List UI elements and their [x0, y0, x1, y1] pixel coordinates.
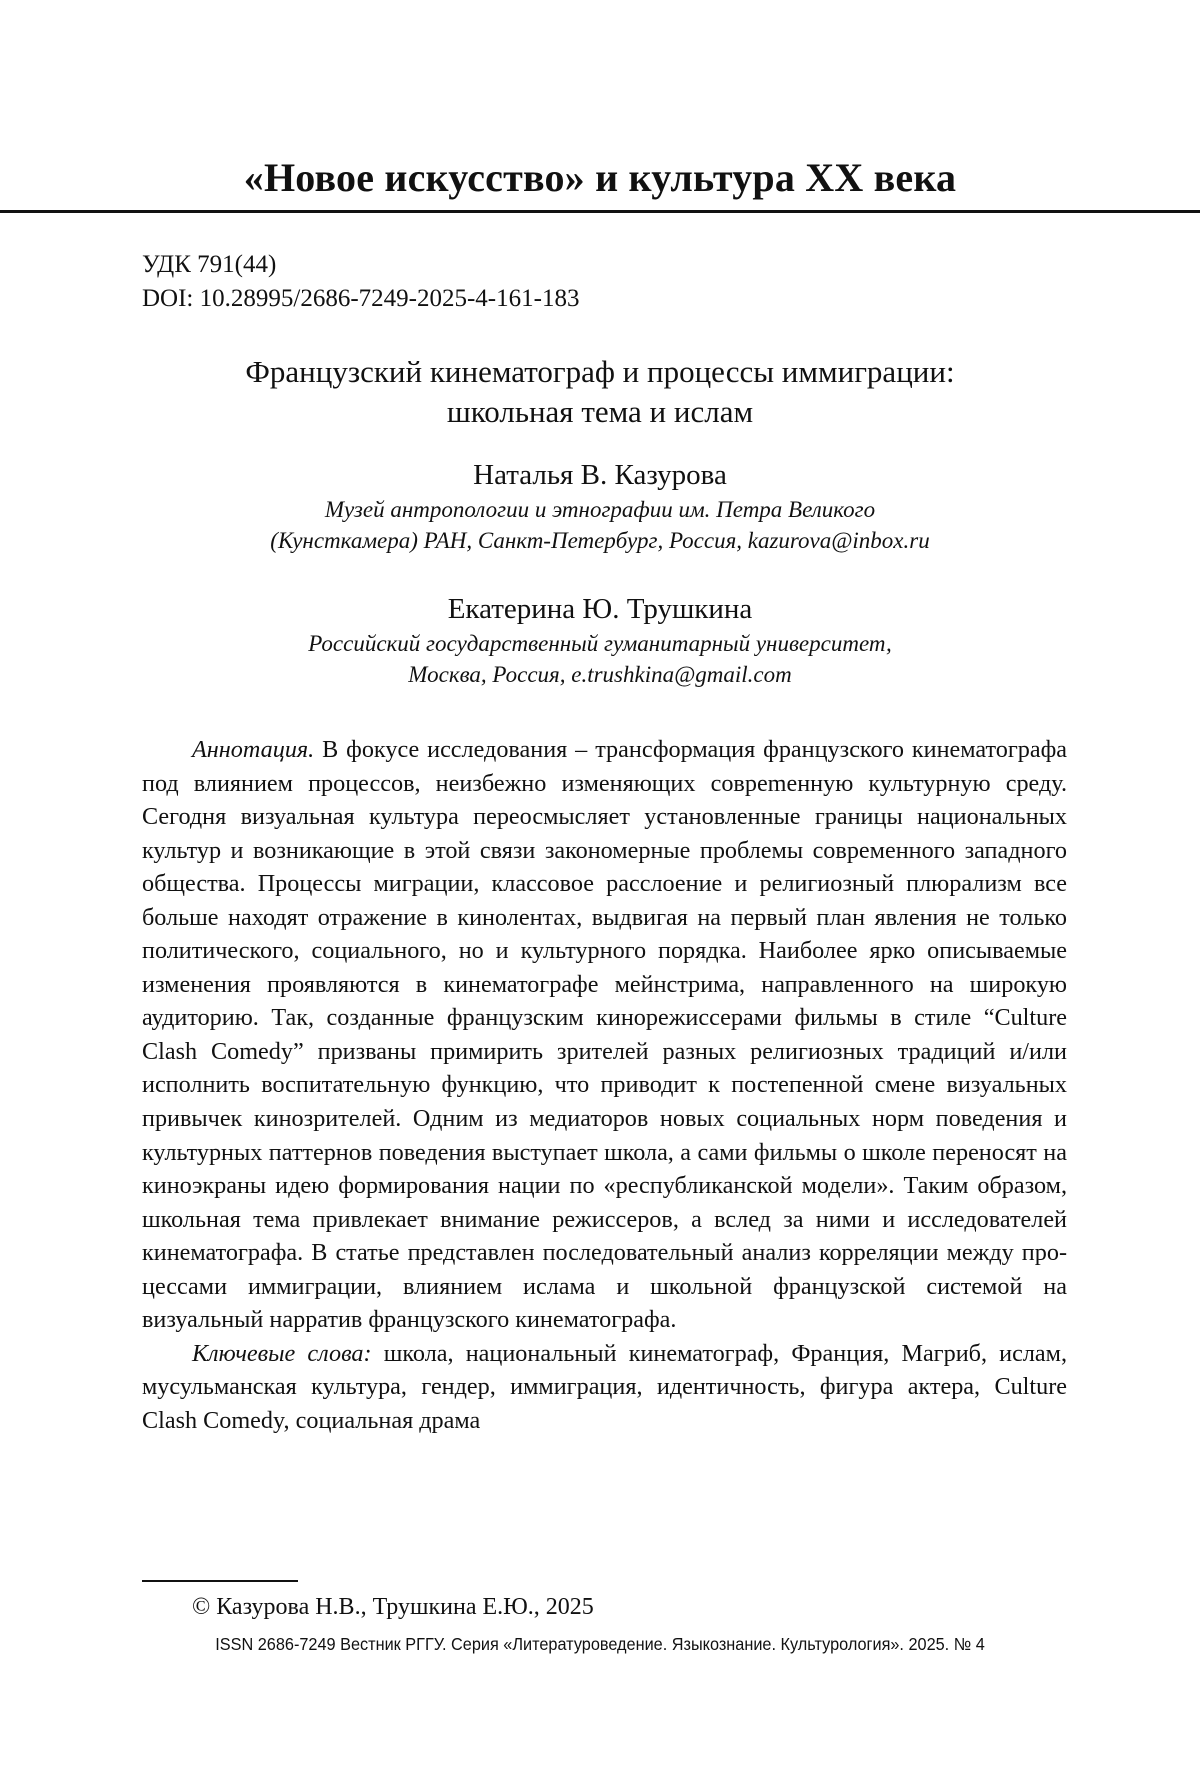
- author-2: [100, 590, 1100, 690]
- article-title-line-1: Французский кинематограф и процессы иммиграции:: [100, 352, 1100, 392]
- author-affiliation-line-2: Москва, Россия, e.trushkina@gmail.com: [100, 659, 1100, 690]
- author-name: Екатерина Ю. Трушкина: [100, 590, 1100, 628]
- abstract-paragraph: [142, 733, 1067, 1337]
- author-affiliation-line-2: (Кунсткамера) РАН, Санкт-Петербург, Россия, kazurova@inbox.ru: [100, 525, 1100, 556]
- udk-code: УДК 791(44): [142, 248, 579, 282]
- doi-link: DOI: 10.28995/2686-7249-2025-4-161-183: [142, 282, 579, 316]
- author-name: Наталья В. Казурова: [100, 456, 1100, 494]
- article-meta: [142, 248, 579, 316]
- copyright-note: © Казурова Н.В., Трушкина Е.Ю., 2025: [192, 1591, 594, 1623]
- section-header: [0, 150, 1200, 213]
- author-affiliation-line-1: Музей антропологии и этнографии им. Петра Великого: [100, 494, 1100, 525]
- author-1: [100, 456, 1100, 556]
- article-title: [100, 352, 1100, 432]
- abstract-block: [142, 733, 1067, 1437]
- keywords-text: школа, национальный кинематограф, Франция, Ма­гриб, ислам, мусульманская культура, гендер, иммиграция, идентичность, фигура актера, Culture Clash Comedy, социальная драма: [142, 1340, 1067, 1434]
- footnote-divider: [142, 1580, 298, 1582]
- abstract-text: В фокусе исследования – трансформация французского кинематографа под влиянием процессов, неизбежно изменяющих совре­mенную культурную среду. Сегодня визуальная культура переосмысляет установленные границы национальных культур и возникающие в этой связи закономерные проблемы современного западного общества. Процес­сы миграции, классовое расслоение и религиозный плюрализм все больше находят отражение в кинолентах, выдвигая на первый план явления не только политического, социального, но и культурного порядка. Наиболее ярко описываемые изменения проявляются в кинематографе мейнстрима, направленного на широкую аудиторию. Так, созданные французским кинорежиссерами фильмы в стиле “Culture Clash Comedy” призваны примирить зрителей разных религиозных традиций и/или исполнить воспитательную функцию, что приводит к постепенной смене визуальных привычек кинозрителей. Одним из медиаторов новых социальных норм поведения и культурных паттернов поведения выступает школа, а сами фильмы о школе переносят на киноэкраны идею формирования нации по «республиканской модели». Таким образом, школьная тема привлекает внимание режиссеров, а вслед за ними и исследователей кинематографа. В статье представлен последовательный анализ корреляции между про­цессами иммиграции, влиянием ислама и школьной французской систе­мой на визуальный нарратив французского кинематографа.: [142, 736, 1067, 1333]
- abstract-label: Аннотация.: [192, 736, 314, 763]
- journal-footer: ISSN 2686-7249 Вестник РГГУ. Серия «Литературоведение. Языкознание. Культурология». 2025. № 4: [42, 1632, 1158, 1656]
- author-affiliation-line-1: Российский государственный гуманитарный университет,: [100, 628, 1100, 659]
- article-title-line-2: школьная тема и ислам: [100, 392, 1100, 432]
- keywords-paragraph: [142, 1337, 1067, 1438]
- keywords-label: Ключевые слова:: [192, 1340, 372, 1367]
- section-title: «Новое искусство» и культура XX века: [0, 154, 1200, 202]
